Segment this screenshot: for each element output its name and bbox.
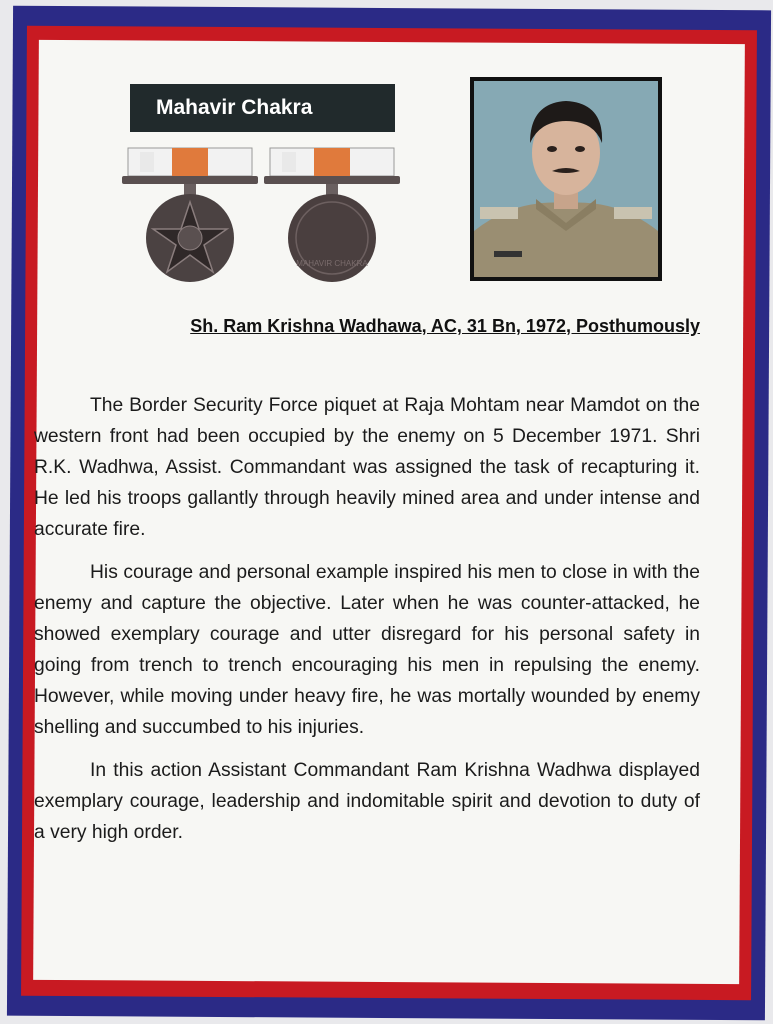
medal-reverse-image (262, 138, 402, 288)
award-title: Mahavir Chakra (130, 84, 395, 132)
citation-paragraph-1: The Border Security Force piquet at Raja Mohtam near Mamdot on the western front had been occupied by the enemy on 5 December 1971. Shri R.K. Wadhwa, Assist. Commandant was assigned the task of recapturing it. He led his troops gallantly through heavily mined area and under intense and accurate fire. (34, 395, 700, 540)
citation-text (34, 390, 700, 860)
portrait-photo (470, 77, 662, 281)
medal-reverse-inscription: MAHAVIR CHAKRA (296, 259, 368, 268)
medal-obverse-image (120, 138, 260, 288)
portrait-illustration (474, 81, 658, 277)
citation-paragraph-3: In this action Assistant Commandant Ram Krishna Wadhwa displayed exemplary courage, leadership and indomitable spirit and devotion to duty of a very high order. (34, 760, 700, 843)
citation-paragraph-2: His courage and personal example inspired his men to close in with the enemy and capture the objective. Later when he was counter-attacked, he showed exemplary courage and utter disregard for his personal safety in going from trench to trench encouraging his men in repulsing the enemy. However, while moving under heavy fire, he was mortally wounded by enemy shelling and succumbed to his injuries. (34, 562, 700, 738)
recipient-caption: Sh. Ram Krishna Wadhawa, AC, 31 Bn, 1972, Posthumously (190, 316, 700, 336)
